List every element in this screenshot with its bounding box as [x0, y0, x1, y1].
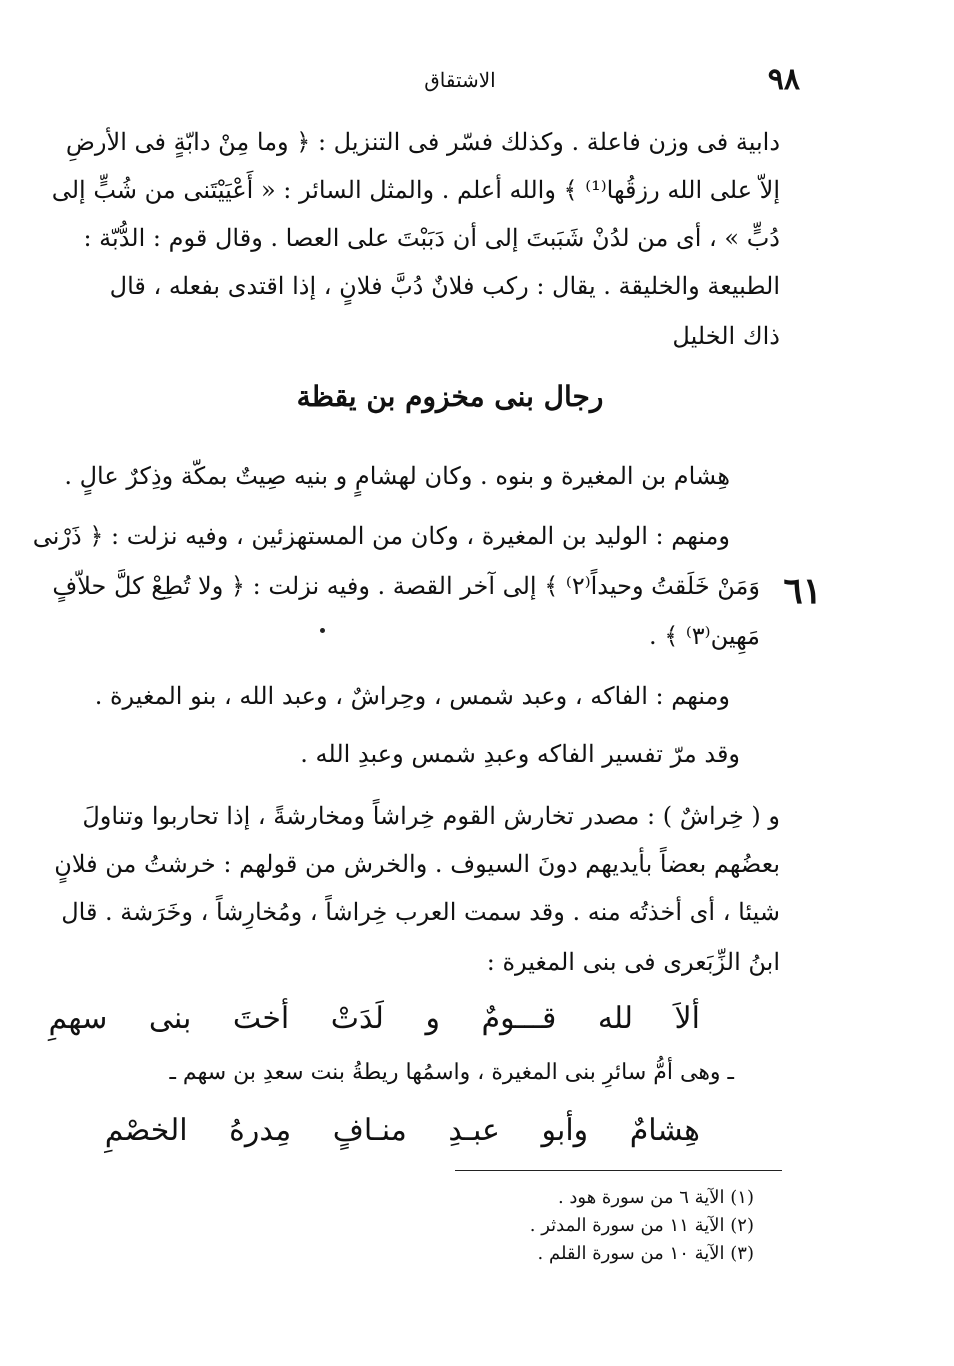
page-number: ٩٨	[767, 62, 800, 97]
verse-word: الخصْمِ	[104, 1113, 188, 1148]
text-line: وَمَنْ خَلَقتُ وحيداً⁽٢⁾ ﴾ إلى آخر القصة . وفيه نزلت : ﴿ ولا تُطِعْ كلَّ حلاّفٍ	[52, 572, 760, 600]
text-line: الطبيعة والخليقة . يقال : ركب فلانٌ دُبَّ فلانٍ ، إذا اقتدى بفعله ، قال	[109, 272, 780, 300]
page-header	[120, 62, 800, 102]
verse-word: منـافٍ	[332, 1113, 407, 1148]
running-title: الاشتقاق	[424, 68, 496, 92]
verse-word: لله	[597, 1001, 633, 1036]
footnote: (٢) الآية ١١ من سورة المدثر .	[529, 1215, 754, 1236]
text-line: بعضُهم بعضاً بأيديهم دونَ السيوف . والخرش من قولهم : خرشتُ من فلانٍ	[54, 850, 780, 878]
verse-word: و	[425, 1001, 440, 1036]
text-line: هِشام بن المغيرة و بنوه . وكان لهشامٍ و بنيه صِيتٌ بمكّة وذِكرٌ عالٍ .	[64, 462, 730, 490]
verse-word: قـــومٌ	[481, 1001, 557, 1036]
text-line: دُبٍّ » ، أى من لدُنْ شَبَبتَ إلى أن دَبَبْتَ على العصا . وقال قوم : الدُّبّة :	[83, 224, 780, 252]
verse-word: لَدَتْ	[330, 1001, 384, 1036]
footnote-divider	[455, 1170, 782, 1171]
verse-word: مِدرهُ	[229, 1113, 292, 1148]
footnote: (١) الآية ٦ من سورة هود .	[557, 1187, 754, 1208]
verse-word: عبـدِ	[448, 1113, 500, 1148]
verse-word: هِشامٌ	[629, 1113, 700, 1148]
poem-verse-2	[105, 1106, 700, 1156]
verse-note: ـ وهى أمُّ سائرِ بنى المغيرة ، واسمُها ريطةُ بنت سعدِ بن سهم ـ	[169, 1060, 734, 1085]
text-line: ومنهم : الفاكه ، وعبد شمس ، وحِراشٌ ، وعبد الله ، بنو المغيرة .	[94, 682, 730, 710]
text-line: وقد مرّ تفسير الفاكه وعبدِ شمس وعبدِ الله .	[300, 740, 740, 768]
verse-word: ألاَ	[674, 1001, 700, 1036]
verse-word: بنى	[148, 1001, 192, 1036]
text-line: شيئا ، أى أخذتُه منه . وقد سمت العرب خِراشاً ، ومُخارِشاً ، وخَرَشة . قال	[61, 898, 780, 926]
section-heading: رجال بنى مخزوم بن يقظة	[296, 380, 604, 413]
margin-number: ٦١	[783, 570, 822, 612]
text-line: دابية فى وزن فاعلة . وكذلك فسّر فى التنزيل : ﴿ وما مِنْ دابّةٍ فى الأرضِ	[65, 128, 780, 156]
text-line: و ( خِراشٌ ) : مصدر تخارش القوم خِراشاً ومخارشةً ، إذا تحاربوا وتناولَ	[82, 802, 780, 830]
text-line: ومنهم : الوليد بن المغيرة ، وكان من المستهزئين ، وفيه نزلت : ﴿ ذَرْنى	[32, 522, 730, 550]
verse-word: سهمِ	[48, 1001, 108, 1036]
text-line: إلاّ على الله رزقُها⁽¹⁾ ﴾ والله أعلم . والمثل السائر : « أَعْيَيْتَنى من شُبٍّ إلى	[51, 176, 780, 204]
text-line: ابنُ الزِّبَعرى فى بنى المغيرة :	[486, 948, 780, 976]
poem-verse-1	[48, 994, 700, 1044]
footnote: (٣) الآية ١٠ من سورة القلم .	[537, 1243, 754, 1264]
text-line: ذاك الخليل	[672, 322, 780, 350]
text-line: مَهِين⁽٣⁾ ﴾ .	[648, 622, 760, 650]
verse-word: أختَ	[232, 1001, 290, 1036]
verse-word: وأبو	[541, 1113, 589, 1148]
ink-dot	[320, 628, 325, 633]
